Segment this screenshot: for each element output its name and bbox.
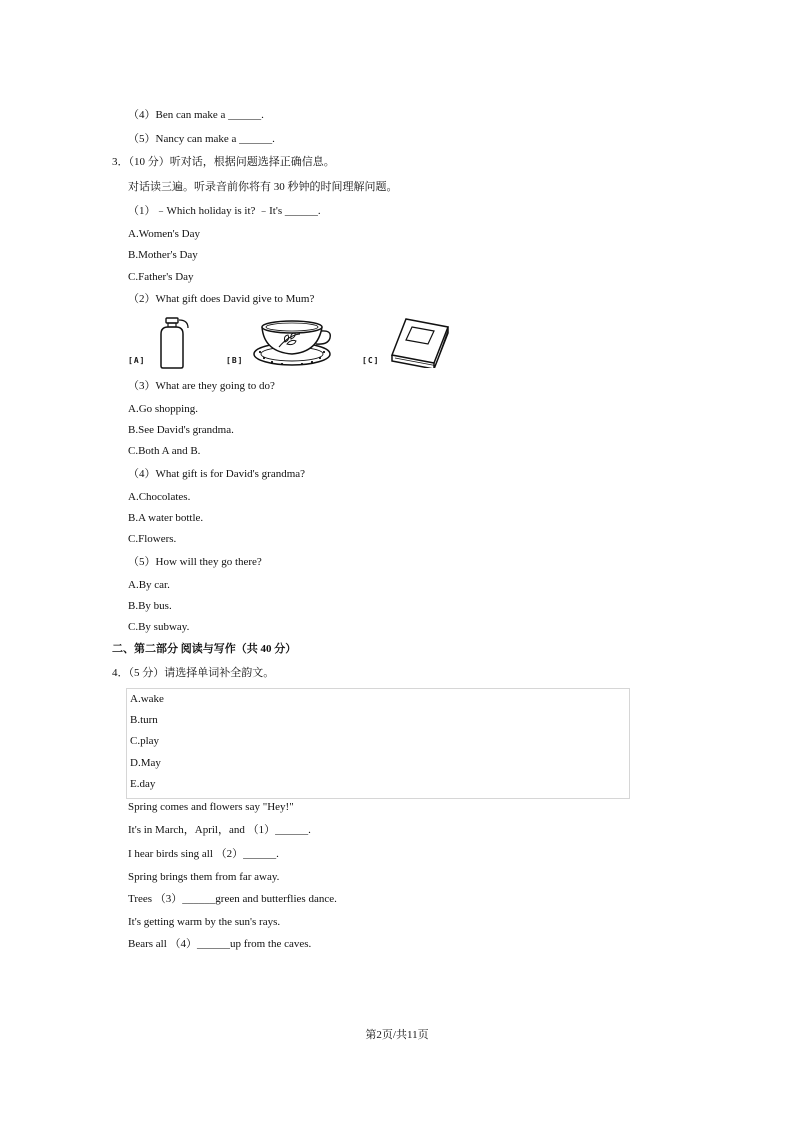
poem-line-6: It's getting warm by the sun's rays. (128, 916, 281, 928)
poem-line-2: It's in March，April，and （1）______. (128, 824, 311, 836)
water-bottle-icon (157, 316, 191, 370)
q3-header: 3．（10 分）听对话，根据问题选择正确信息。 (112, 156, 335, 168)
q3-3-option-b: B.See David's grandma. (128, 424, 234, 436)
q3-2-stem: （2）What gift does David give to Mum? (128, 293, 315, 305)
q3-4-option-a: A.Chocolates. (128, 491, 191, 503)
q3-1-option-c: C.Father's Day (128, 271, 194, 283)
word-option-b: B.turn (130, 714, 158, 726)
picture-label-c: [C] (362, 356, 380, 365)
q2-item-4: （4）Ben can make a ______. (128, 109, 264, 121)
q3-3-option-a: A.Go shopping. (128, 403, 198, 415)
poem-line-5: Trees （3）______green and butterflies dance. (128, 893, 337, 905)
q3-4-stem: （4）What gift is for David's grandma? (128, 468, 306, 480)
book-icon (390, 316, 452, 368)
q3-5-option-b: B.By bus. (128, 600, 172, 612)
q2-item-5: （5）Nancy can make a ______. (128, 133, 275, 145)
word-option-a: A.wake (130, 693, 164, 705)
poem-line-7: Bears all （4）______up from the caves. (128, 938, 312, 950)
q4-header: 4．（5 分）请选择单词补全韵文。 (112, 667, 275, 679)
teacup-icon (252, 316, 336, 368)
word-option-e: E.day (130, 778, 156, 790)
q3-3-stem: （3）What are they going to do? (128, 380, 275, 392)
poem-line-4: Spring brings them from far away. (128, 871, 280, 883)
q3-1-option-a: A.Women's Day (128, 228, 200, 240)
q3-3-option-c: C.Both A and B. (128, 445, 201, 457)
picture-label-a: [A] (128, 356, 146, 365)
word-bank-box (126, 688, 630, 799)
word-option-d: D.May (130, 757, 161, 769)
q3-5-option-c: C.By subway. (128, 621, 190, 633)
q3-instruction: 对话读三遍。听录音前你将有 30 秒钟的时间理解问题。 (128, 181, 398, 193)
page-number: 第2页/共11页 (365, 1029, 429, 1041)
q3-5-option-a: A.By car. (128, 579, 170, 591)
picture-label-b: [B] (226, 356, 244, 365)
poem-line-1: Spring comes and flowers say "Hey!" (128, 801, 294, 813)
q3-4-option-b: B.A water bottle. (128, 512, 204, 524)
word-option-c: C.play (130, 735, 160, 747)
q3-5-stem: （5）How will they go there? (128, 556, 262, 568)
q3-4-option-c: C.Flowers. (128, 533, 177, 545)
q3-1-option-b: B.Mother's Day (128, 249, 198, 261)
q3-1-stem: （1）﹣Which holiday is it? ﹣It's ______. (128, 205, 321, 217)
poem-line-3: I hear birds sing all （2）______. (128, 848, 279, 860)
section-2-title: 二、第二部分 阅读与写作（共 40 分） (112, 643, 297, 655)
